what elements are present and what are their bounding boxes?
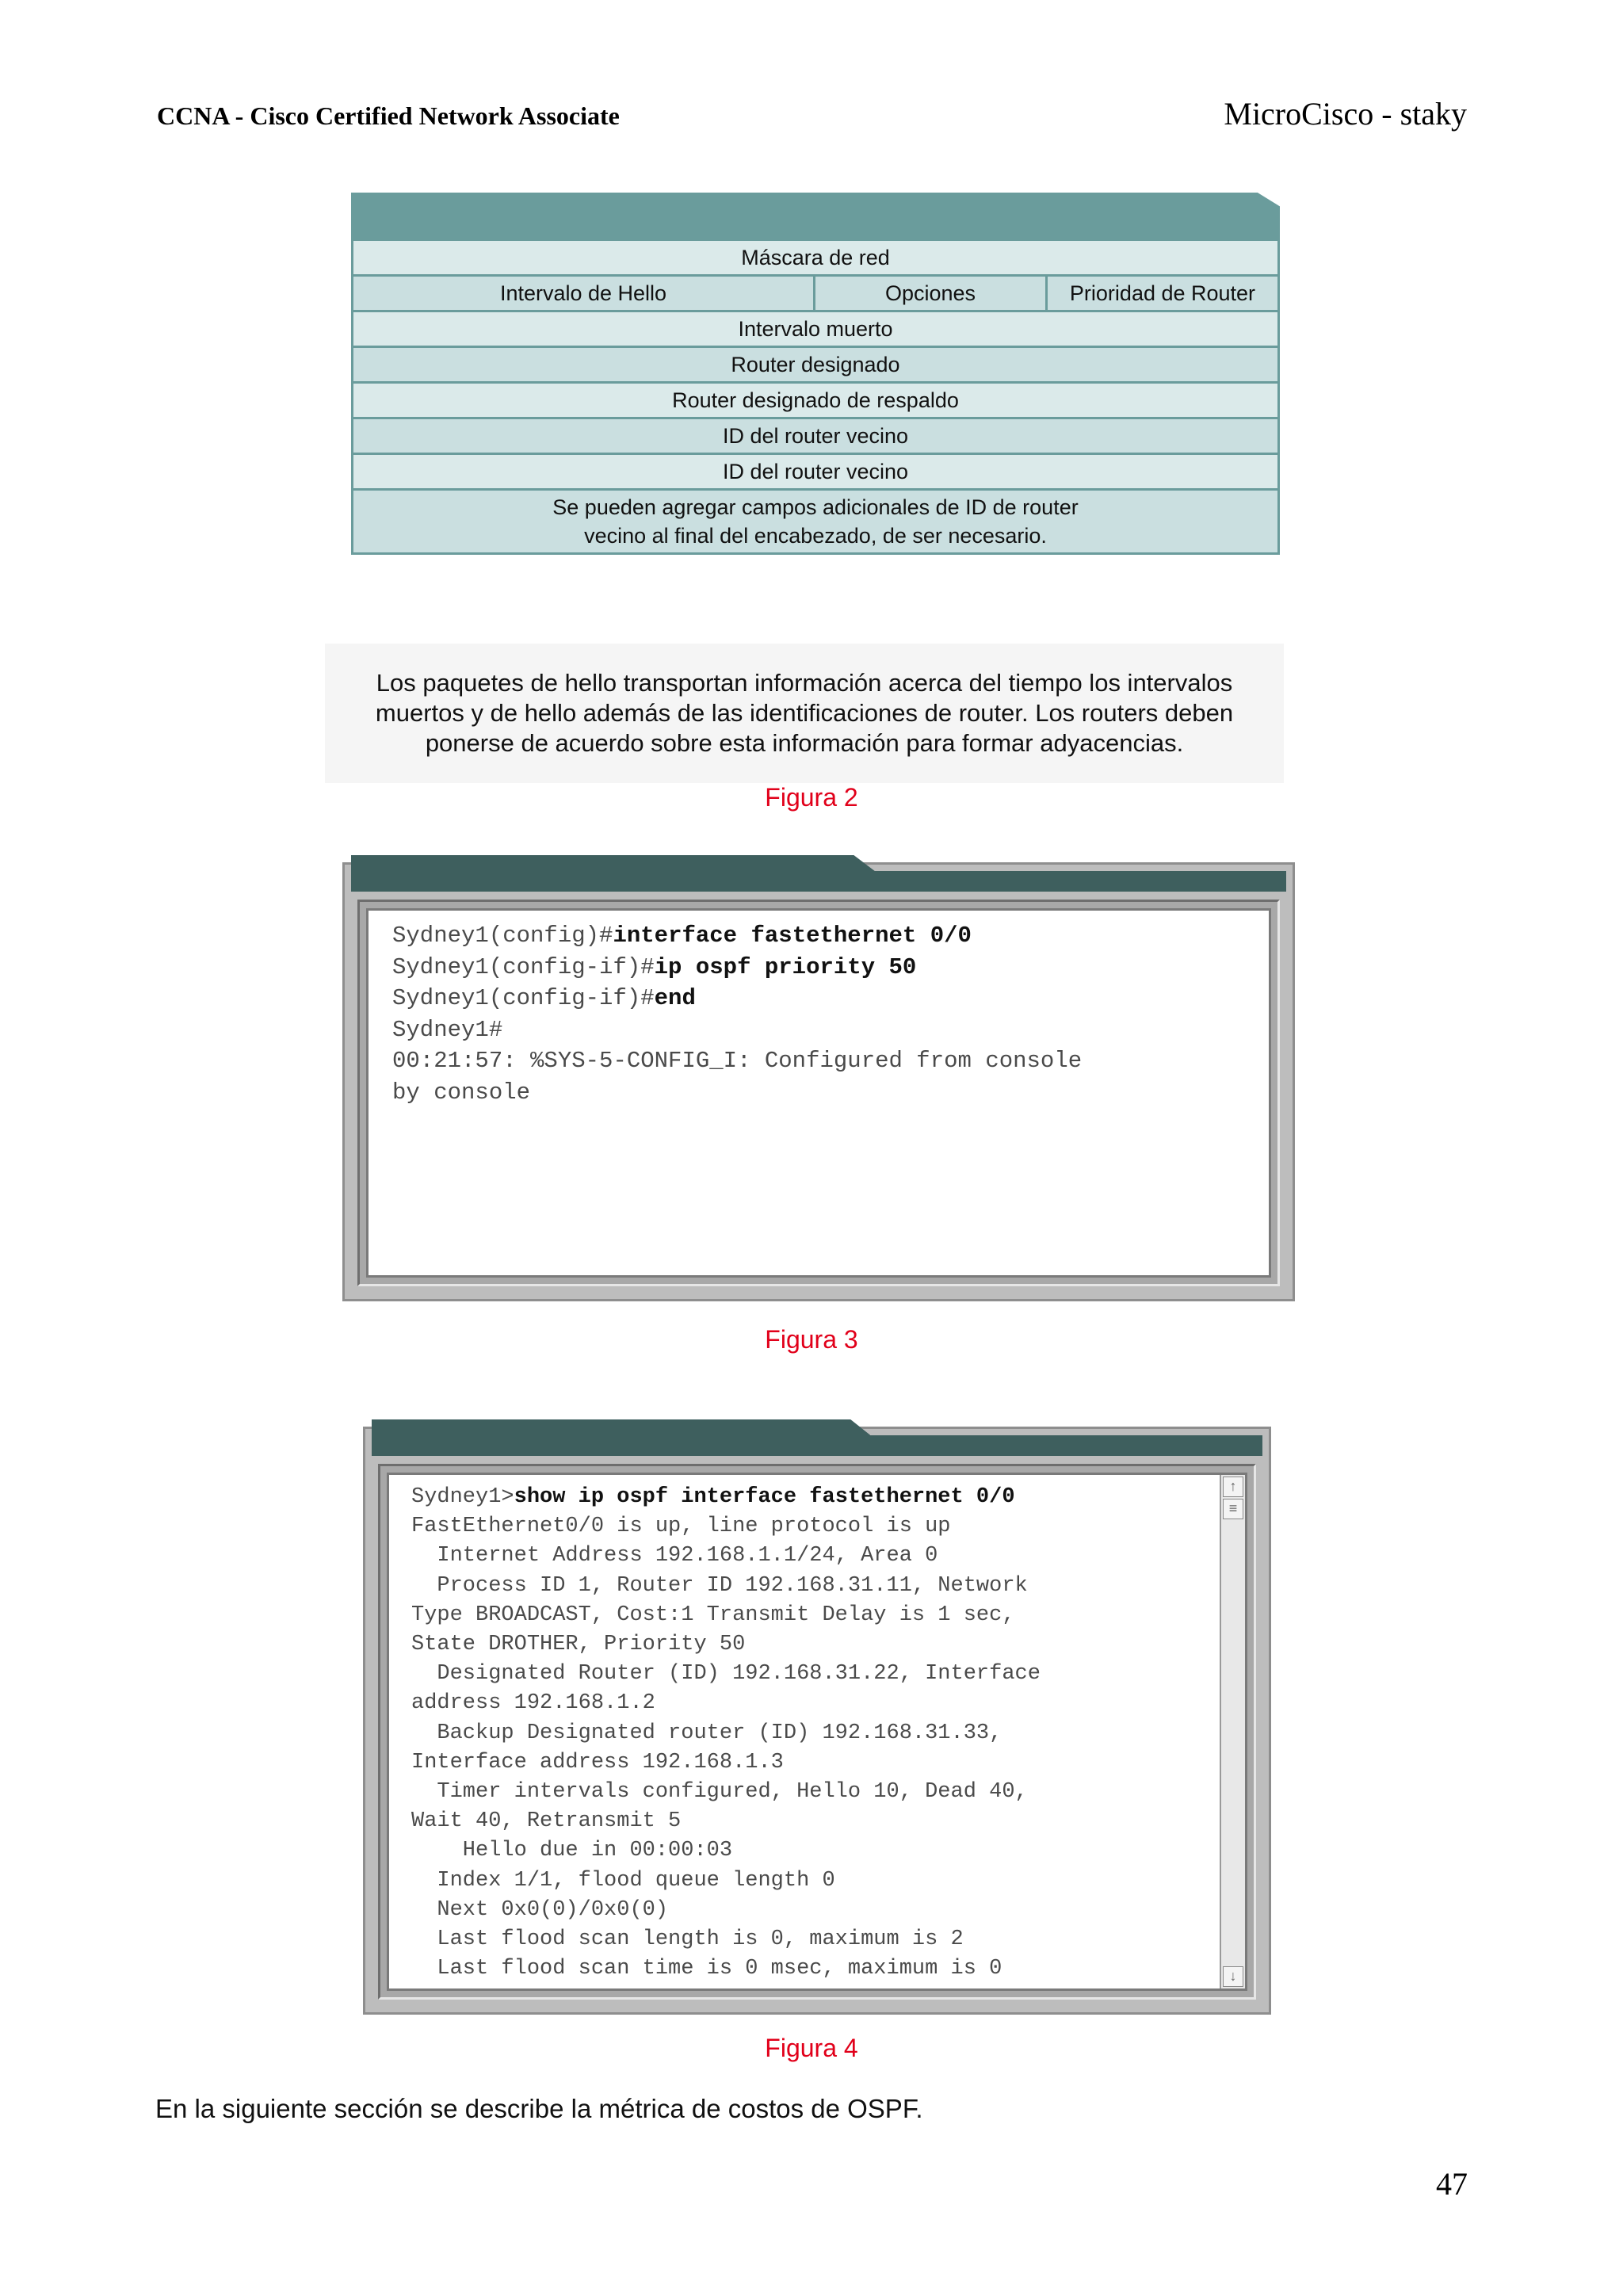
table-cell: Intervalo muerto (738, 316, 893, 341)
terminal-line (392, 1045, 1082, 1077)
terminal-prompt: Sydney1> (411, 1485, 514, 1509)
terminal-line (411, 1748, 1041, 1778)
terminal-line (392, 1077, 1082, 1109)
table-cell: Intervalo de Hello (499, 281, 667, 305)
figure3-label: Figura 3 (765, 1325, 858, 1354)
terminal-prompt: Timer intervals configured, Hello 10, Dead 40, (411, 1780, 1028, 1805)
terminal-prompt: Sydney1# (392, 1016, 503, 1043)
terminal-command: ip ospf priority 50 (654, 953, 917, 980)
table-row (353, 488, 1277, 552)
terminal-line (411, 1512, 1041, 1541)
table-row (353, 453, 1277, 488)
diagram-header-tab (351, 193, 1280, 239)
terminal-line (411, 1807, 1041, 1836)
table-cell: ID del router vecino (722, 459, 909, 483)
terminal-line (411, 1630, 1041, 1660)
terminal-line (411, 1925, 1041, 1954)
terminal-prompt: address 192.168.1.2 (411, 1691, 655, 1716)
terminal-line (411, 1836, 1041, 1866)
table-cell-line: vecino al final del encabezado, de ser necesario. (584, 524, 1047, 548)
terminal-frame (378, 1464, 1256, 2000)
table-cell: Router designado (731, 352, 900, 376)
figure2-label: Figura 2 (765, 783, 858, 812)
terminal-line (411, 1483, 1041, 1512)
terminal-line (392, 1014, 1082, 1046)
terminal-screen[interactable] (366, 908, 1271, 1278)
terminal-prompt: Internet Address 192.168.1.1/24, Area 0 (411, 1544, 938, 1568)
table-cell: ID del router vecino (722, 423, 909, 448)
terminal-frame (357, 900, 1280, 1286)
table-row (353, 381, 1277, 417)
terminal-prompt: Last flood scan length is 0, maximum is 2 (411, 1927, 964, 1952)
scroll-thumb-icon[interactable]: ≡ (1223, 1499, 1243, 1519)
terminal-prompt: Interface address 192.168.1.3 (411, 1750, 784, 1775)
terminal-command: interface fastethernet 0/0 (613, 923, 972, 949)
terminal-title-bar (372, 1435, 1262, 1456)
table-row (353, 274, 1277, 310)
terminal-output (392, 920, 1082, 1108)
terminal-prompt: Wait 40, Retransmit 5 (411, 1809, 682, 1834)
terminal-prompt: Last flood scan time is 0 msec, maximum is 0 (411, 1957, 1002, 1981)
table-cell: Máscara de red (741, 245, 890, 269)
terminal-line (392, 920, 1082, 952)
scroll-up-icon[interactable]: ↑ (1223, 1477, 1243, 1497)
show-terminal-window (363, 1427, 1271, 2015)
page-number: 47 (1436, 2166, 1468, 2202)
table-cell: Prioridad de Router (1045, 277, 1277, 310)
terminal-line (411, 1572, 1041, 1601)
terminal-line (411, 1954, 1041, 1984)
caption-line: ponerse de acuerdo sobre esta información para formar adyacencias. (425, 729, 1184, 757)
terminal-line (411, 1689, 1041, 1718)
table-row (353, 239, 1277, 274)
terminal-prompt: Sydney1(config-if)# (392, 985, 655, 1011)
config-terminal-window (342, 862, 1295, 1301)
terminal-scrollbar[interactable] (1220, 1475, 1245, 1988)
terminal-prompt: Sydney1(config)# (392, 923, 613, 949)
terminal-line (411, 1541, 1041, 1571)
header-title: CCNA - Cisco Certified Network Associate (157, 101, 620, 130)
terminal-line (411, 1866, 1041, 1896)
terminal-prompt: Backup Designated router (ID) 192.168.31.33, (411, 1721, 1002, 1745)
terminal-command: show ip ospf interface fastethernet 0/0 (514, 1485, 1015, 1509)
terminal-line (411, 1896, 1041, 1925)
caption-line: Los paquetes de hello transportan información acerca del tiempo los intervalos (376, 669, 1233, 697)
terminal-screen[interactable] (387, 1473, 1247, 1991)
terminal-prompt: State DROTHER, Priority 50 (411, 1633, 746, 1657)
terminal-prompt: Sydney1(config-if)# (392, 953, 655, 980)
terminal-prompt: Next 0x0(0)/0x0(0) (411, 1897, 669, 1922)
terminal-prompt: Hello due in 00:00:03 (411, 1839, 733, 1863)
terminal-prompt: Designated Router (ID) 192.168.31.22, Interface (411, 1662, 1041, 1687)
terminal-line (411, 1719, 1041, 1748)
terminal-line (411, 1778, 1041, 1807)
figure4-label: Figura 4 (765, 2034, 858, 2062)
caption-line: muertos y de hello además de las identificaciones de router. Los routers deben (375, 699, 1234, 727)
terminal-prompt: Process ID 1, Router ID 192.168.31.11, Network (411, 1573, 1028, 1598)
table-cell-line: Se pueden agregar campos adicionales de ID de router (552, 495, 1079, 519)
hello-packet-diagram (351, 193, 1280, 555)
terminal-line (411, 1601, 1041, 1630)
terminal-command: end (654, 985, 696, 1011)
terminal-output (411, 1483, 1041, 1984)
terminal-line (392, 983, 1082, 1014)
body-paragraph: En la siguiente sección se describe la métrica de costos de OSPF. (155, 2094, 923, 2123)
figure2-caption (325, 644, 1284, 783)
table-row (353, 417, 1277, 453)
table-cell: Opciones (813, 277, 1045, 310)
terminal-prompt: Type BROADCAST, Cost:1 Transmit Delay is 1 sec, (411, 1603, 1015, 1627)
terminal-prompt: Index 1/1, flood queue length 0 (411, 1868, 835, 1893)
terminal-prompt: by console (392, 1079, 531, 1106)
scroll-down-icon[interactable]: ↓ (1223, 1966, 1243, 1987)
table-cell (353, 491, 1277, 552)
header-author: MicroCisco - staky (1224, 96, 1467, 132)
terminal-prompt: FastEthernet0/0 is up, line protocol is up (411, 1515, 951, 1539)
terminal-line (392, 952, 1082, 984)
terminal-prompt: 00:21:57: %SYS-5-CONFIG_I: Configured from console (392, 1048, 1083, 1074)
table-row (353, 310, 1277, 346)
table-row (353, 346, 1277, 381)
terminal-title-bar (351, 871, 1286, 892)
table-cell: Router designado de respaldo (672, 388, 959, 412)
terminal-line (411, 1660, 1041, 1689)
hello-packet-table (351, 239, 1280, 555)
